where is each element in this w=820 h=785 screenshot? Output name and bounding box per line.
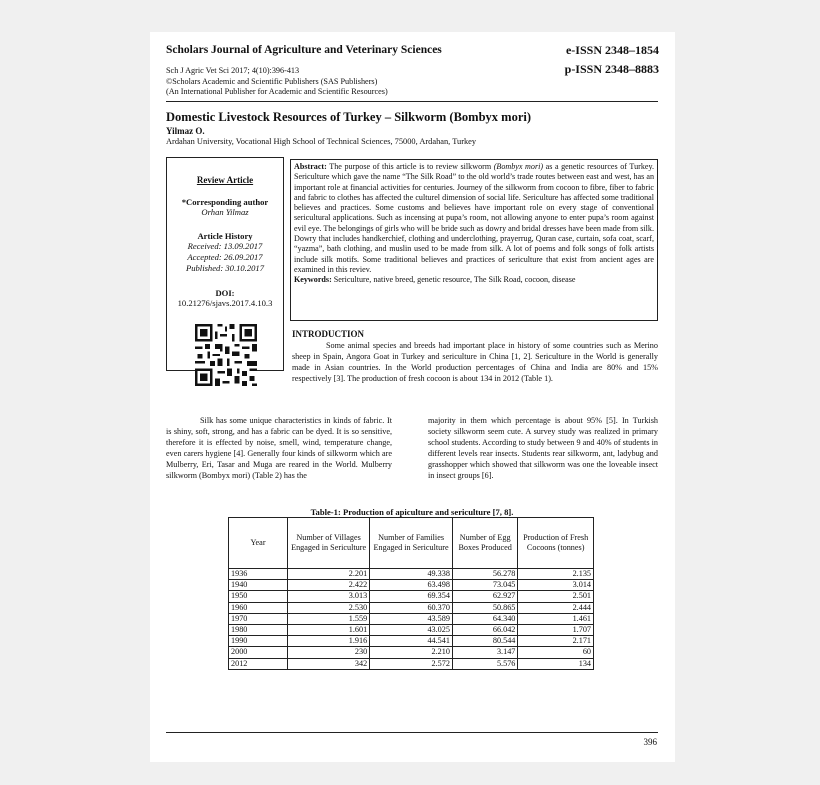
left-column-text: Silk has some unique characteristics in kinds of fabric. It is shiny, soft, strong, and has a fabric can be dyed. It is so sensitive, therefore it is effected by noise, smell, wind, temperature change, even carers hygiene [4]. Generally four kinds of silkworm which are Mulberry, Eri, Tasar and Muga are reared in the World. Mulberry silkworm (Bombyx mori) (Table 2) has the <box>166 416 392 481</box>
table-cell: 1.601 <box>288 624 370 635</box>
doi-label: DOI: <box>215 288 235 298</box>
table-cell: 2.501 <box>518 591 594 602</box>
history-label: Article History <box>197 231 253 241</box>
table-cell: 134 <box>518 658 594 669</box>
table-cell: 80.544 <box>452 636 517 647</box>
footer-rule <box>166 732 658 733</box>
table-cell: 64.340 <box>452 613 517 624</box>
table-row <box>229 636 594 647</box>
corresponding-label: *Corresponding author <box>181 197 269 207</box>
table-row <box>229 591 594 602</box>
table-cell: 69.354 <box>370 591 453 602</box>
table-cell: 2.135 <box>518 569 594 580</box>
table-cell-year: 1960 <box>229 602 288 613</box>
table-row <box>229 658 594 669</box>
table-cell: 60.370 <box>370 602 453 613</box>
publisher-note: (An International Publisher for Academic and Scientific Resources) <box>166 87 388 96</box>
publisher: ©Scholars Academic and Scientific Publishers (SAS Publishers) <box>166 76 378 86</box>
article-type: Review Article <box>196 175 254 185</box>
table-cell: 43.025 <box>370 624 453 635</box>
intro-heading: INTRODUCTION <box>292 329 365 339</box>
table-row <box>229 602 594 613</box>
affiliation: Ardahan University, Vocational High School of Technical Sciences, 75000, Ardahan, Turkey <box>166 137 477 146</box>
intro-paragraph: Some animal species and breeds had important place in history of some countries such as Merino sheep in Spain, Angora Goat in Turkey and sericulture in China [1, 2]. Sericulture in the World is generally made in Asian countries. In the World production percentages of China and India are 80% and 15% respectively [3]. The production of fresh cocoon is about 134 in 2012 (Table 1). <box>292 341 658 383</box>
abstract-species: (Bombyx mori) <box>493 162 544 171</box>
table-row <box>229 624 594 635</box>
abstract-box <box>290 159 658 321</box>
table-header-row <box>229 518 594 569</box>
table-cell: 62.927 <box>452 591 517 602</box>
abstract-text-post: as a genetic resources of Turkey. Sericulture which gave the name “The Silk Road” to the old world’s trade routes between east and west, has an important role at financial activities for centuries. Journey of the silkworm from cocoon to fibre, fiber to fabric and fabric to clothes has affected the culturel dimension of social life. Sericulture has affected some traditional believes and practices. Some customs and believes have important role on every stage of conventional sericultural applications. Such as incensing at pupa’s room, not allowing anyone to enter pupa’s room against evil eye. The belongings of girls who will be bride such as dowry and bridal dresses have been made from silk. Dowry that includes handkerchief, clothing and underclothing, prayerrug, Quran case, curtain, sofa coat, scarf, “yazma”, bath clothing, and muslin used to be made from silk. A lot of poems and folk songs of folk artists include silk motifs. Some traditional believes and practices of sericulture that exist from ancient ages are examined in this reviev. <box>294 162 654 274</box>
abstract-text-pre: The purpose of this article is to review silkworm <box>329 162 494 171</box>
table-cell: 44.541 <box>370 636 453 647</box>
table-cell: 56.278 <box>452 569 517 580</box>
table-row <box>229 647 594 658</box>
table-row <box>229 613 594 624</box>
table-cell: 2.201 <box>288 569 370 580</box>
eissn: e-ISSN 2348–1854 <box>565 43 659 57</box>
table-cell-year: 1940 <box>229 580 288 591</box>
table-cell: 1.559 <box>288 613 370 624</box>
header-families: Number of Families Engaged in Sericulture <box>370 518 453 569</box>
table-cell: 1.461 <box>518 613 594 624</box>
page-number: 396 <box>643 737 657 747</box>
table-cell: 342 <box>288 658 370 669</box>
table-cell: 49.338 <box>370 569 453 580</box>
table-cell: 2.171 <box>518 636 594 647</box>
table-caption: Table-1: Production of apiculture and sericulture [7, 8]. <box>310 507 514 517</box>
table-row <box>229 569 594 580</box>
table-cell: 3.014 <box>518 580 594 591</box>
table-cell: 66.042 <box>452 624 517 635</box>
table-cell-year: 1990 <box>229 636 288 647</box>
table-cell: 63.498 <box>370 580 453 591</box>
production-table <box>228 517 594 670</box>
paper-page <box>150 32 675 762</box>
table-cell: 5.576 <box>452 658 517 669</box>
table-cell: 60 <box>518 647 594 658</box>
table-cell-year: 1950 <box>229 591 288 602</box>
abstract-label: Abstract: <box>294 162 327 171</box>
table-cell: 230 <box>288 647 370 658</box>
table-cell-year: 2000 <box>229 647 288 658</box>
qr-code-icon <box>195 324 257 386</box>
table-cell: 2.210 <box>370 647 453 658</box>
doi-value: 10.21276/sjavs.2017.4.10.3 <box>177 298 273 308</box>
table-cell: 3.147 <box>452 647 517 658</box>
citation: Sch J Agric Vet Sci 2017; 4(10):396-413 <box>166 66 300 75</box>
corresponding-name: Orhan Yilmaz <box>201 207 249 217</box>
author: Yilmaz O. <box>166 126 205 136</box>
table-row <box>229 580 594 591</box>
article-title: Domestic Livestock Resources of Turkey – Silkworm (Bombyx mori) <box>166 110 532 124</box>
keywords-label: Keywords: <box>294 275 332 285</box>
table-cell: 2.422 <box>288 580 370 591</box>
table-cell: 2.530 <box>288 602 370 613</box>
table-cell-year: 1970 <box>229 613 288 624</box>
table-cell: 2.572 <box>370 658 453 669</box>
table-cell: 43.589 <box>370 613 453 624</box>
received-date: Received: 13.09.2017 <box>187 241 263 251</box>
table-cell: 1.916 <box>288 636 370 647</box>
published-date: Published: 30.10.2017 <box>185 263 265 273</box>
header-cocoons: Production of Fresh Cocoons (tonnes) <box>518 518 594 569</box>
accepted-date: Accepted: 26.09.2017 <box>187 252 263 262</box>
table-cell: 50.865 <box>452 602 517 613</box>
header-year: Year <box>229 518 288 569</box>
journal-name: Scholars Journal of Agriculture and Veterinary Sciences <box>166 44 442 56</box>
header-rule <box>166 101 658 102</box>
header-egg-boxes: Number of Egg Boxes Produced <box>452 518 517 569</box>
pissn: p-ISSN 2348–8883 <box>564 62 659 76</box>
table-cell: 73.045 <box>452 580 517 591</box>
table-cell: 3.013 <box>288 591 370 602</box>
table-cell-year: 2012 <box>229 658 288 669</box>
table-cell: 2.444 <box>518 602 594 613</box>
table-cell-year: 1936 <box>229 569 288 580</box>
table-cell: 1.707 <box>518 624 594 635</box>
table-cell-year: 1980 <box>229 624 288 635</box>
right-column-text: majority in them which percentage is about 95% [5]. In Turkish society silkworm seem cute. A survey study was realized in primary school students. According to study between 9 and 40% of students in different levels rear insects. Students rear silkworm, ant, ladybug and grasshopper which showed that silkworm was one the loveable insect in insect groups [6]. <box>428 416 658 481</box>
header-villages: Number of Villages Engaged in Sericulture <box>288 518 370 569</box>
keywords-text: Sericulture, native breed, genetic resource, The Silk Road, cocoon, disease <box>333 275 576 285</box>
